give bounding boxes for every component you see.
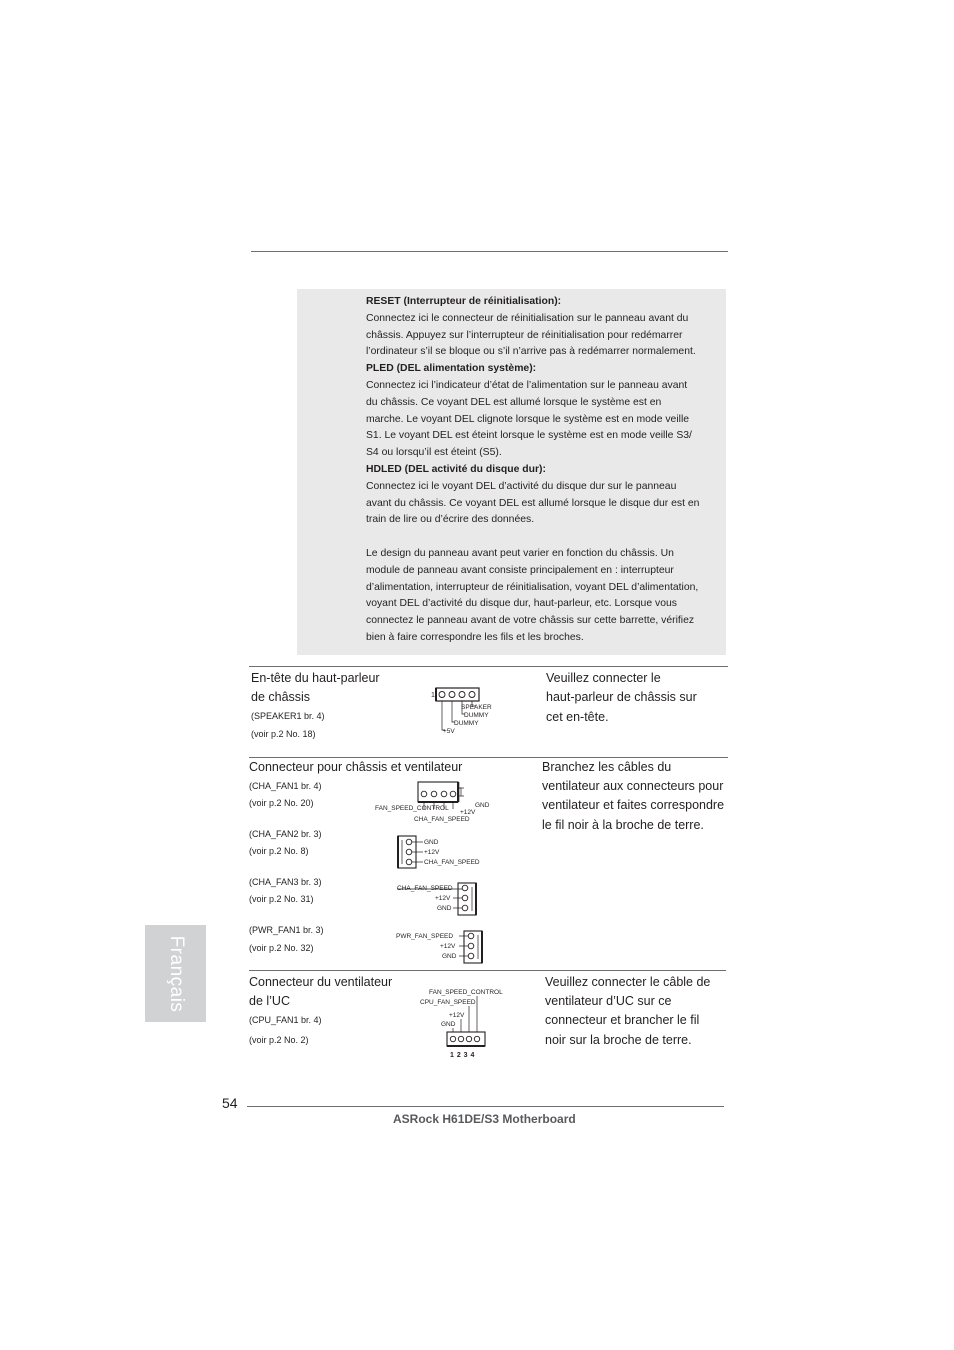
panel-line: voyant DEL d’activité du disque dur, haut-parleur, etc. Lorsque vous [366,598,677,610]
cpu-fan-title: Connecteur du ventilateur [249,975,393,989]
top-rule [251,251,728,252]
cha-fan3-diagram [395,881,485,917]
cpu-fan-see: (voir p.2 No. 2) [249,1035,309,1045]
panel-line: module de panneau avant consiste principalement en : interrupteur [366,564,674,576]
footer-rule [247,1106,724,1107]
cpu-fan-gnd-label: GND [441,1021,456,1028]
chassis-fan-title: Connecteur pour châssis et ventilateur [249,760,463,774]
language-tab [145,925,206,1022]
footer-title: ASRock H61DE/S3 Motherboard [393,1112,576,1126]
panel-line: S1. Le voyant DEL est éteint lorsque le système est en mode veille S3/ [366,430,692,442]
speaker-label: SPEAKER [461,704,492,711]
cha-fan1-gnd-label: GND [475,802,490,809]
speaker-pin1-label: 1 [431,692,435,699]
chassis-fan-desc-2: ventilateur aux connecteurs pour [542,779,724,793]
chassis-fan-desc-3: ventilateur et faites correspondre [542,798,725,812]
panel-line: connectez le panneau avant de votre châssis sur cette barrette, vérifiez [366,615,695,627]
speaker-desc-2: haut-parleur de châssis sur [546,690,697,704]
panel-line: bien à faire correspondre les fils et les broches. [366,631,584,643]
cha-fan2-ref: (CHA_FAN2 br. 3) [249,829,322,839]
plus5v-label: +5V [443,728,455,735]
pwr-fan1-see: (voir p.2 No. 32) [249,943,314,953]
panel-line: Connectez ici le connecteur de réinitialisation sur le panneau avant du [366,312,689,324]
cha-fan3-ref: (CHA_FAN3 br. 3) [249,877,322,887]
pwr-fan1-12v-label: +12V [440,943,456,950]
cpu-fan-control-label: FAN_SPEED_CONTROL [429,989,503,996]
language-tab-label: Français [165,935,187,1012]
cpu-fan-diagram [415,984,515,1060]
page-number: 54 [222,1095,238,1111]
cha-fan2-gnd-label: GND [424,839,439,846]
cha-fan3-see: (voir p.2 No. 31) [249,894,314,904]
cha-fan3-12v-label: +12V [435,895,451,902]
cpu-fan-desc-2: ventilateur d’UC sur ce [545,994,672,1008]
dummy-label-1: DUMMY [464,712,489,719]
panel-line: Connectez ici l’indicateur d’état de l’alimentation sur le panneau avant [366,379,688,391]
panel-line: d’alimentation, interrupteur de réinitialisation, voyant DEL d’alimentation, [366,581,699,593]
cha-fan2-speed-label: CHA_FAN_SPEED [424,859,480,866]
cha-fan2-12v-label: +12V [424,849,440,856]
front-panel-description [366,294,728,647]
cpu-fan-desc-1: Veuillez connecter le câble de [545,975,711,989]
chassis-fan-desc-4: le fil noir à la broche de terre. [542,818,704,832]
panel-line: avant du châssis. Ce voyant DEL est allumé lorsque le disque dur est en [366,497,700,509]
cha-fan1-speed-label: CHA_FAN_SPEED [414,816,470,823]
speaker-desc-1: Veuillez connecter le [546,671,661,685]
panel-line: l’ordinateur s’il se bloque ou s’il n’arrive pas à redémarrer normalement. [366,346,696,358]
panel-line: Le design du panneau avant peut varier en fonction du châssis. Un [366,547,674,559]
cha-fan1-diagram [372,778,502,826]
panel-line: marche. Le voyant DEL clignote lorsque le système est en mode veille [366,413,690,425]
dummy-label-2: DUMMY [454,720,479,727]
cha-fan2-see: (voir p.2 No. 8) [249,846,309,856]
panel-line: train de lire ou d’écrire des données. [366,514,535,526]
cha-fan2-diagram [395,834,490,870]
panel-line [366,529,728,546]
panel-heading: HDLED (DEL activité du disque dur): [366,463,546,475]
speaker-ref: (SPEAKER1 br. 4) [251,711,325,721]
chassis-fan-desc-1: Branchez les câbles du [542,760,672,774]
cpu-fan-section-rule [249,970,726,971]
pwr-fan1-ref: (PWR_FAN1 br. 3) [249,925,324,935]
panel-line: S4 ou lorsqu’il est éteint (S5). [366,447,502,459]
pwr-fan1-diagram [395,929,490,965]
cpu-fan-title-cont: de l’UC [249,994,290,1008]
speaker-section-rule [249,666,728,667]
cpu-fan-ref: (CPU_FAN1 br. 4) [249,1015,322,1025]
speaker-desc-3: cet en-tête. [546,710,609,724]
panel-line: du châssis. Ce voyant DEL est allumé lorsque le système est en [366,396,662,408]
cpu-fan-speed-label: CPU_FAN_SPEED [420,999,476,1006]
speaker-title: En-tête du haut-parleur [251,671,380,685]
cha-fan3-gnd-label: GND [437,905,452,912]
pwr-fan1-gnd-label: GND [442,953,457,960]
pwr-fan1-speed-label: PWR_FAN_SPEED [396,933,454,940]
cpu-fan-12v-label: +12V [449,1012,465,1019]
speaker-see: (voir p.2 No. 18) [251,729,316,739]
cha-fan1-12v-label: +12V [460,809,476,816]
cha-fan1-ref: (CHA_FAN1 br. 4) [249,781,322,791]
cha-fan1-see: (voir p.2 No. 20) [249,798,314,808]
panel-heading: PLED (DEL alimentation système): [366,363,537,375]
cpu-fan-desc-4: noir sur la broche de terre. [545,1033,692,1047]
speaker-title-cont: de châssis [251,690,311,704]
cha-fan1-control-label: FAN_SPEED_CONTROL [375,805,449,812]
cpu-fan-pin-numbers: 1 2 3 4 [450,1052,475,1059]
panel-heading: RESET (Interrupteur de réinitialisation): [366,296,562,307]
cha-fan3-speed-label: CHA_FAN_SPEED [397,885,453,892]
panel-line: Connectez ici le voyant DEL d’activité du disque dur sur le panneau [366,480,677,492]
speaker-header-diagram [425,684,520,736]
cpu-fan-desc-3: connecteur et brancher le fil [545,1013,700,1027]
panel-line: châssis. Appuyez sur l’interrupteur de réinitialisation pour redémarrer [366,329,683,341]
